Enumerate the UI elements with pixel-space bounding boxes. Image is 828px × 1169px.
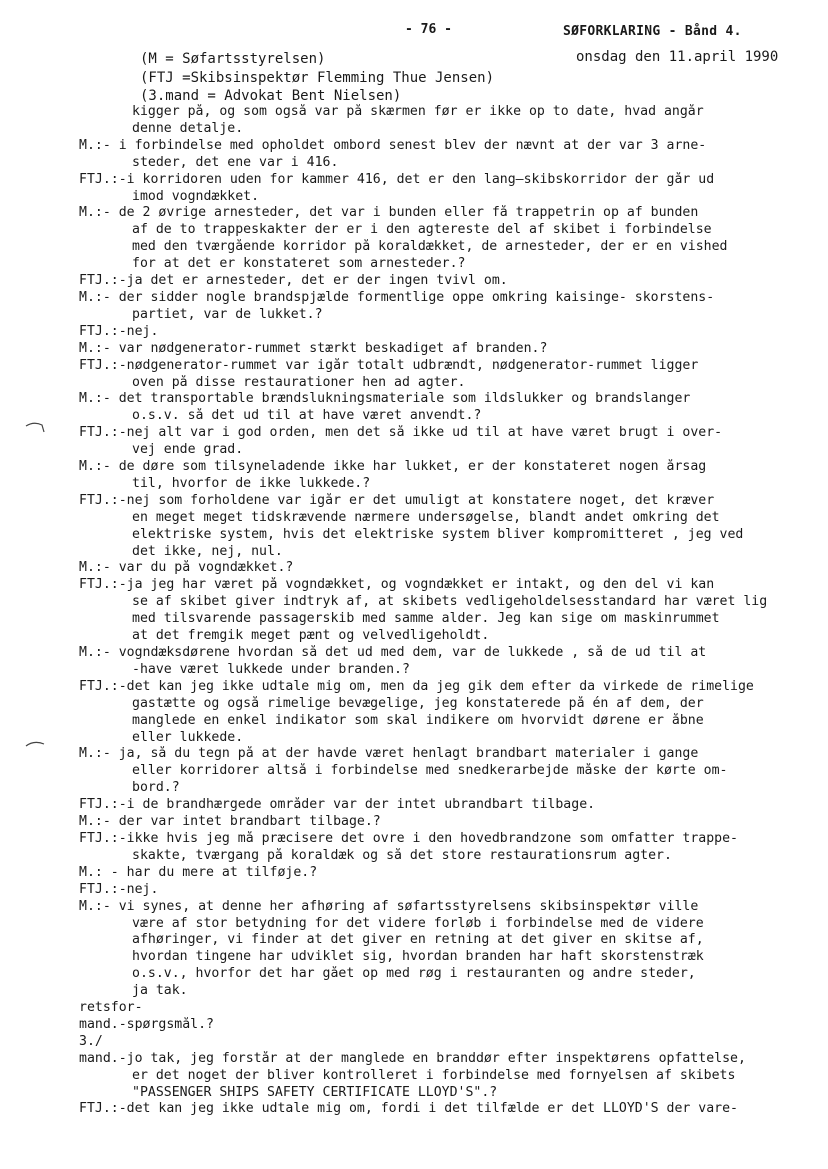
- transcript-line: FTJ.:-nødgenerator-rummet var igår totalt udbrændt, nødgenerator-rummet ligger: [79, 357, 699, 373]
- transcript-line: M.:- vi synes, at denne her afhøring af søfartsstyrelsens skibsinspektør ville: [79, 898, 699, 914]
- transcript-line: partiet, var de lukket.?: [132, 306, 323, 322]
- transcript-line: med tilsvarende passagerskib med samme alder. Jeg kan sige om maskinrummet: [132, 611, 720, 627]
- document-series-title: SØFORKLARING - Bånd 4.: [563, 24, 742, 39]
- transcript-line: manglede en enkel indikator som skal indikere om hvorvidt dørene er åbne: [132, 712, 704, 728]
- transcript-line: M.:- var nødgenerator-rummet stærkt beskadiget af branden.?: [79, 340, 548, 356]
- transcript-line: M.:- var du på vogndækket.?: [79, 560, 294, 576]
- transcript-line: med den tværgående korridor på koraldækket, de arnesteder, der er en vished: [132, 239, 728, 255]
- transcript-line: FTJ.:-nej.: [79, 881, 159, 897]
- transcript-line: kigger på, og som også var på skærmen før er ikke op to date, hvad angår: [132, 104, 704, 119]
- transcript-line: oven på disse restaurationer hen ad agter.: [132, 374, 466, 390]
- margin-mark: [24, 738, 48, 752]
- legend-line: (3.mand = Advokat Bent Nielsen): [140, 88, 402, 104]
- transcript-line: eller korridorer altså i forbindelse med snedkerarbejde måske der kørte om-: [132, 763, 728, 779]
- page-number: - 76 -: [405, 22, 452, 37]
- transcript-line: steder, det ene var i 416.: [132, 154, 339, 170]
- transcript-line: en meget meget tidskrævende nærmere undersøgelse, blandt andet omkring det: [132, 509, 720, 525]
- transcript-line: retsfor-: [79, 1000, 143, 1016]
- transcript-line: at det fremgik meget pænt og velvedligeholdt.: [132, 628, 490, 644]
- transcript-line: FTJ.:-i korridoren uden for kammer 416, det er den lang—skibskorridor der går ud: [79, 171, 715, 187]
- transcript-line: elektriske system, hvis det elektriske system bliver kompromitteret , jeg ved: [132, 526, 744, 542]
- transcript-line: ja tak.: [132, 983, 188, 999]
- transcript-line: FTJ.:-nej som forholdene var igår er det umuligt at konstatere noget, det kræver: [79, 492, 715, 508]
- transcript-line: FTJ.:-nej.: [79, 323, 159, 339]
- transcript-line: vej ende grad.: [132, 442, 244, 458]
- transcript-line: være af stor betydning for det videre forløb i forbindelse med de videre: [132, 915, 704, 931]
- transcript-line: M.:- ja, så du tegn på at der havde været henlagt brandbart materialer i gange: [79, 746, 699, 762]
- transcript-line: denne detalje.: [132, 120, 244, 136]
- transcript-line: bord.?: [132, 780, 180, 796]
- transcript-body: [79, 104, 779, 1118]
- transcript-line: mand.-jo tak, jeg forstår at der manglede en branddør efter inspektørens opfattelse,: [79, 1050, 746, 1066]
- transcript-line: FTJ.:-det kan jeg ikke udtale mig om, men da jeg gik dem efter da virkede de rimelige: [79, 678, 754, 694]
- transcript-line: o.s.v. så det ud til at have været anvendt.?: [132, 408, 482, 424]
- transcript-line: FTJ.:-ikke hvis jeg må præcisere det ovre i den hovedbrandzone som omfatter trappe-: [79, 830, 738, 846]
- transcript-line: til, hvorfor de ikke lukkede.?: [132, 475, 371, 491]
- transcript-line: M.:- der sidder nogle brandspjælde formentlige oppe omkring kaisinge- skorstens-: [79, 289, 715, 305]
- transcript-line: skakte, tværgang på koraldæk og så det store restaurationsrum agter.: [132, 847, 672, 863]
- transcript-line: M.:- de 2 øvrige arnesteder, det var i bunden eller få trappetrin op af bunden: [79, 205, 699, 221]
- transcript-line: afhøringer, vi finder at det giver en retning at det giver en skitse af,: [132, 932, 704, 948]
- transcript-line: FTJ.:-ja det er arnesteder, det er der ingen tvivl om.: [79, 273, 508, 289]
- transcript-line: 3./: [79, 1033, 103, 1049]
- margin-mark: [24, 420, 48, 434]
- transcript-line: mand.-spørgsmål.?: [79, 1016, 214, 1032]
- transcript-line: gastætte og også rimelige bevægelige, jeg konstaterede på én af dem, der: [132, 695, 704, 711]
- transcript-line: se af skibet giver indtryk af, at skibets vedligeholdelsesstandard har været lig: [132, 594, 768, 610]
- legend-line: (M = Søfartsstyrelsen): [140, 51, 326, 67]
- transcript-line: -have været lukkede under branden.?: [132, 661, 410, 677]
- transcript-line: "PASSENGER SHIPS SAFETY CERTIFICATE LLOYD'S".?: [132, 1084, 498, 1100]
- transcript-line: M.: - har du mere at tilføje.?: [79, 864, 318, 880]
- legend-line: (FTJ =Skibsinspektør Flemming Thue Jensen): [140, 69, 495, 86]
- transcript-line: for at det er konstateret som arnesteder.?: [132, 256, 466, 272]
- transcript-line: FTJ.:-ja jeg har været på vogndækket, og vogndækket er intakt, og den del vi kan: [79, 577, 715, 593]
- transcript-line: M.:- der var intet brandbart tilbage.?: [79, 814, 381, 830]
- session-date: onsdag den 11.april 1990: [576, 49, 779, 65]
- transcript-line: FTJ.:-nej alt var i god orden, men det så ikke ud til at have været brugt i over-: [79, 425, 723, 441]
- transcript-line: er det noget der bliver kontrolleret i forbindelse med fornyelsen af skibets: [132, 1067, 736, 1083]
- transcript-line: M.:- i forbindelse med opholdet ombord senest blev der nævnt at der var 3 arne-: [79, 137, 707, 153]
- transcript-line: imod vogndækket.: [132, 188, 260, 204]
- transcript-line: FTJ.:-i de brandhærgede områder var der intet ubrandbart tilbage.: [79, 797, 596, 813]
- transcript-line: eller lukkede.: [132, 729, 244, 745]
- transcript-line: o.s.v., hvorfor det har gået op med røg i restauranten og andre steder,: [132, 966, 696, 982]
- transcript-line: M.:- vogndæksdørene hvordan så det ud med dem, var de lukkede , så de ud til at: [79, 645, 707, 660]
- speaker-legend: [140, 50, 494, 106]
- transcript-line: af de to trappeskakter der er i den agtereste del af skibet i forbindelse: [132, 222, 712, 238]
- transcript-line: hvordan tingene har udviklet sig, hvordan branden har haft skorstenstræk: [132, 949, 704, 965]
- transcript-line: FTJ.:-det kan jeg ikke udtale mig om, fordi i det tilfælde er det LLOYD'S der vare-: [79, 1101, 738, 1117]
- transcript-line: M.:- de døre som tilsyneladende ikke har lukket, er der konstateret nogen årsag: [79, 459, 707, 475]
- transcript-line: M.:- det transportable brændslukningsmateriale som ildslukker og brandslanger: [79, 391, 691, 407]
- transcript-line: det ikke, nej, nul.: [132, 543, 283, 559]
